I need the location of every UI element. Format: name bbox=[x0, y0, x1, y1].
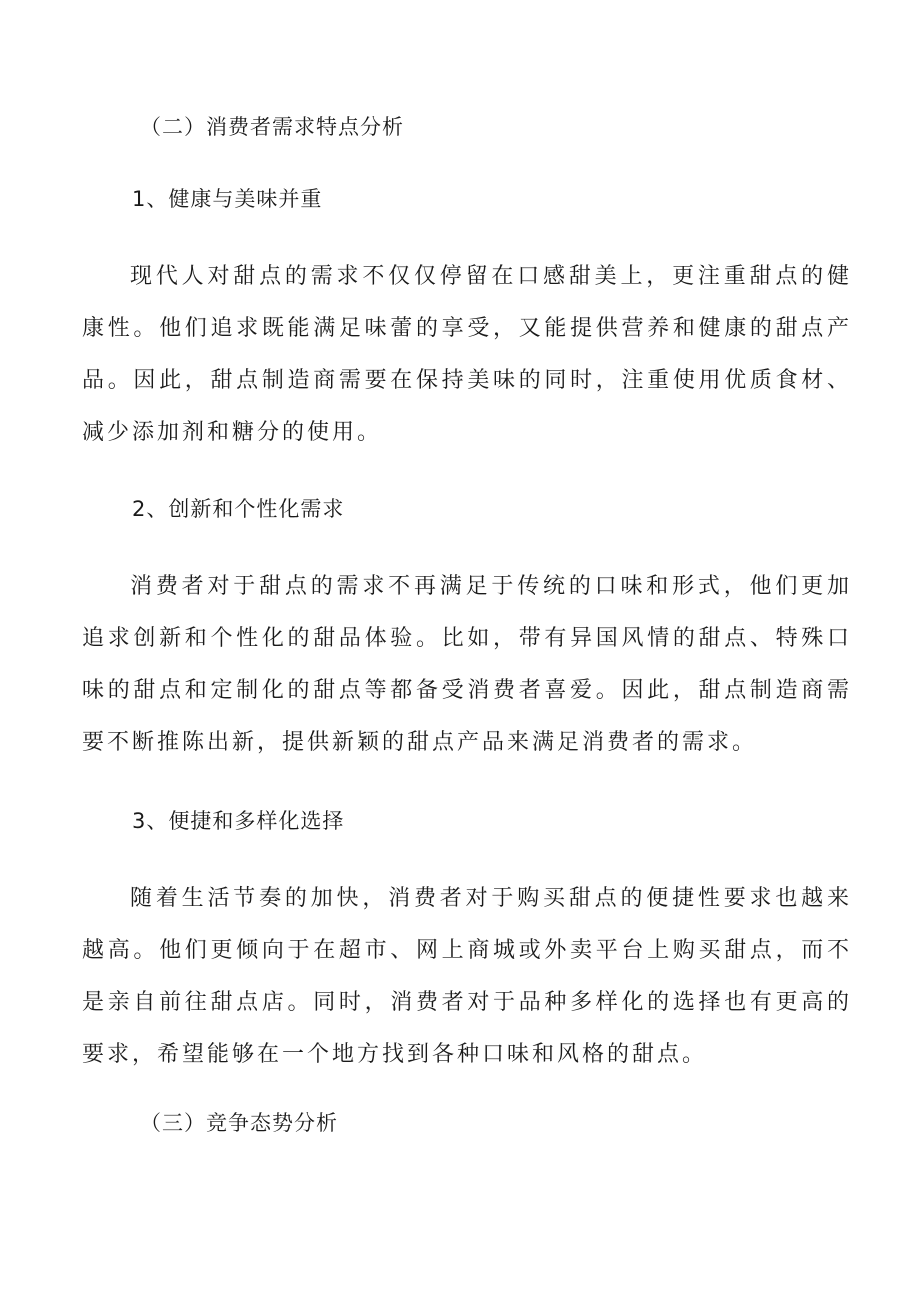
section-heading-competition: （三）竞争态势分析 bbox=[140, 1111, 338, 1135]
paragraph-innovation-personalization: 消费者对于甜点的需求不再满足于传统的口味和形式，他们更加追求创新和个性化的甜品体验。比如，带有异国风情的甜点、特殊口味的甜点和定制化的甜点等都备受消费者喜爱。因此，甜点制造商需要不断推陈出新，提供新颖的甜点产品来满足消费者的需求。 bbox=[82, 574, 852, 755]
subheading-health-and-taste: 1、健康与美味并重 bbox=[132, 187, 323, 211]
subheading-innovation-personalization: 2、创新和个性化需求 bbox=[132, 497, 345, 521]
paragraph-convenience-variety: 随着生活节奏的加快，消费者对于购买甜点的便捷性要求也越来越高。他们更倾向于在超市、网上商城或外卖平台上购买甜点，而不是亲自前往甜点店。同时，消费者对于品种多样化的选择也有更高的要求，希望能够在一个地方找到各种口味和风格的甜点。 bbox=[82, 886, 852, 1067]
section-heading-consumer-demand: （二）消费者需求特点分析 bbox=[140, 115, 404, 139]
paragraph-health-and-taste: 现代人对甜点的需求不仅仅停留在口感甜美上，更注重甜点的健康性。他们追求既能满足味蕾的享受，又能提供营养和健康的甜点产品。因此，甜点制造商需要在保持美味的同时，注重使用优质食材、减少添加剂和糖分的使用。 bbox=[82, 264, 852, 445]
subheading-convenience-variety: 3、便捷和多样化选择 bbox=[132, 809, 345, 833]
